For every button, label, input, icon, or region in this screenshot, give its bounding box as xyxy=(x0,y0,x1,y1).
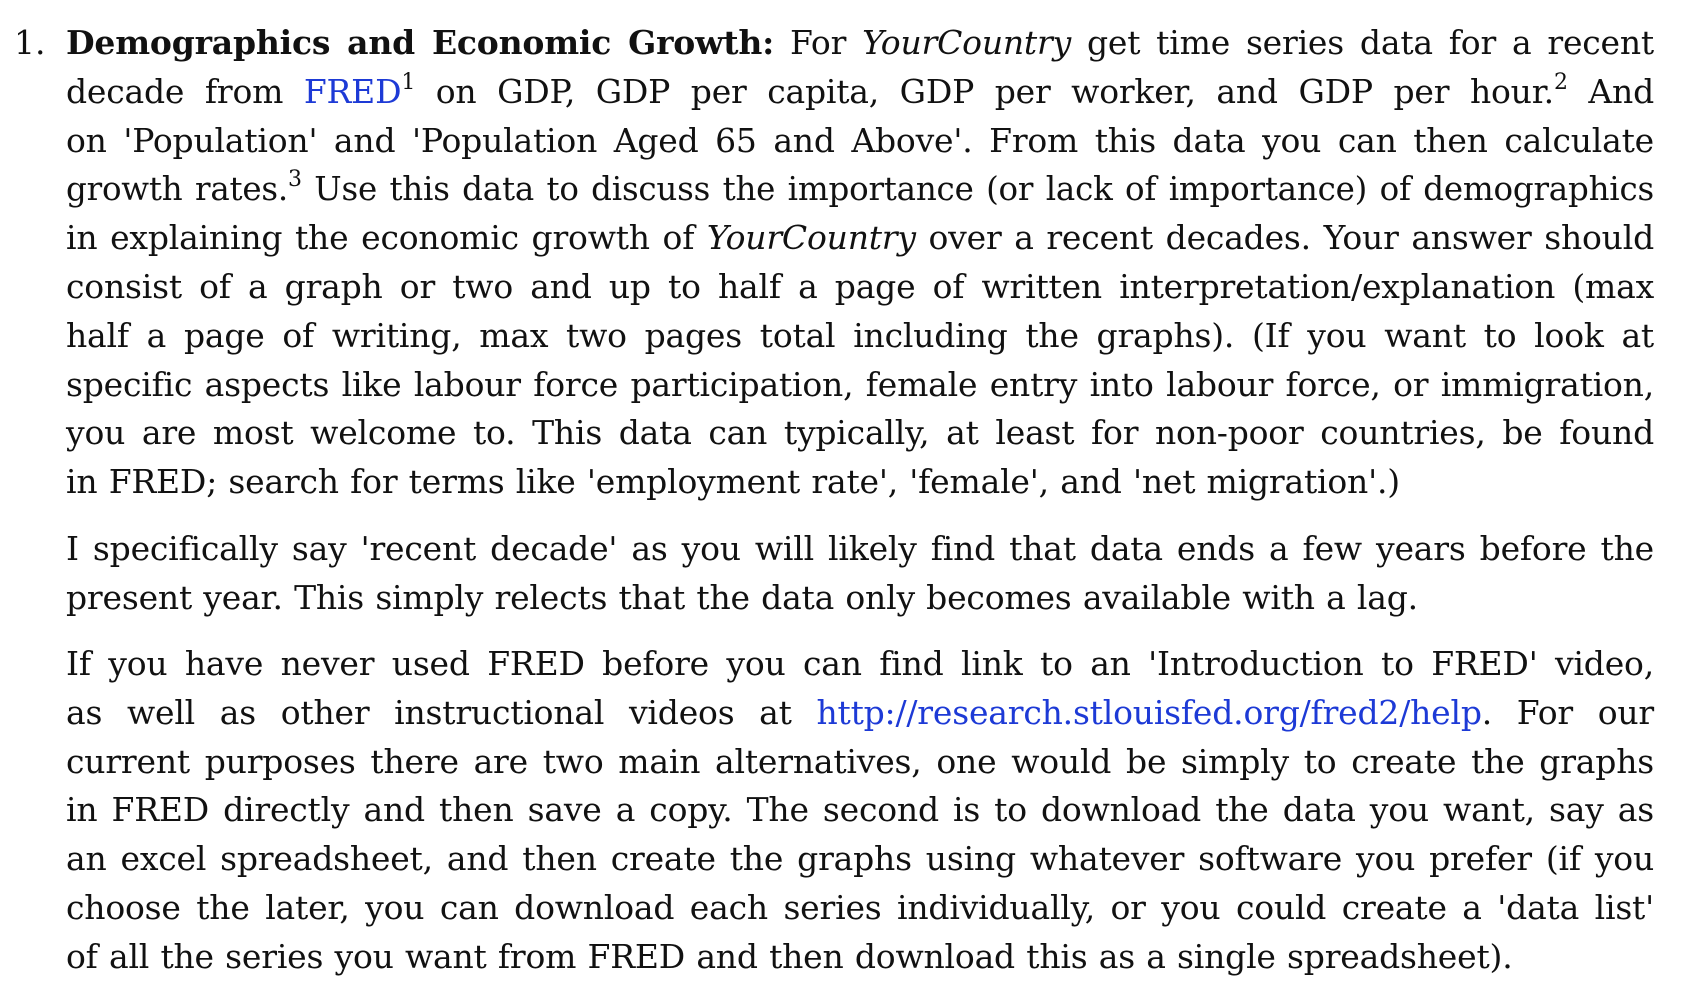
item-number: 1. xyxy=(14,23,46,62)
text-line: as well as other instructional videos at http://research.stlouisfed.org/fred2/help. For our xyxy=(66,692,1654,732)
text-line: on 'Population' and 'Population Aged 65 and Above'. From this data you can then calculate xyxy=(66,120,1654,160)
text-line: consist of a graph or two and up to half a page of written interpretation/explanation (max xyxy=(66,266,1654,306)
fred-help-link[interactable]: http://research.stlouisfed.org/fred2/help xyxy=(816,692,1482,732)
paragraph-fred-instructions xyxy=(66,640,1654,982)
text-line: half a page of writing, max two pages total including the graphs). (If you want to look at xyxy=(66,315,1654,355)
footnote-marker[interactable]: 1 xyxy=(401,69,416,95)
text-line: of all the series you want from FRED and then download this as a single spreadsheet). xyxy=(66,936,1513,976)
text-line: you are most welcome to. This data can typically, at least for non-poor countries, be found xyxy=(66,413,1654,453)
footnote-marker[interactable]: 2 xyxy=(1553,69,1568,95)
text-line: in FRED; search for terms like 'employment rate', 'female', and 'net migration'.) xyxy=(66,462,1400,502)
footnote-marker[interactable]: 3 xyxy=(288,167,302,193)
country-placeholder: YourCountry xyxy=(706,218,916,258)
text-line: in FRED directly and then save a copy. The second is to download the data you want, say as xyxy=(66,790,1654,830)
text-line: choose the later, you can download each series individually, or you could create a 'data list' xyxy=(66,887,1654,927)
paragraph-recent-decade xyxy=(66,525,1654,623)
text-line: decade from FRED$^1$ on GDP, GDP per capita, GDP per worker, and GDP per hour.$^2$ And xyxy=(66,69,1655,111)
text-line: Demographics and Economic Growth: For YourCountry get time series data for a recent xyxy=(66,23,1654,62)
country-placeholder: YourCountry xyxy=(862,23,1072,62)
item-heading: Demographics and Economic Growth: xyxy=(66,23,775,62)
text-line: current purposes there are two main alternatives, one would be simply to create the graphs xyxy=(66,741,1654,781)
paragraph-assignment xyxy=(66,19,1654,507)
text-line: growth rates.$^3$ Use this data to discuss the importance (or lack of importance) of demographics xyxy=(66,167,1654,209)
text-line: If you have never used FRED before you can find link to an 'Introduction to FRED' video, xyxy=(66,644,1654,683)
text-line: in explaining the economic growth of YourCountry over a recent decades. Your answer should xyxy=(66,218,1655,258)
fred-link[interactable]: FRED xyxy=(303,71,402,111)
text-line: present year. This simply relects that the data only becomes available with a lag. xyxy=(66,577,1418,617)
text-line: I specifically say 'recent decade' as you will likely find that data ends a few years before the xyxy=(66,529,1654,568)
text-line: an excel spreadsheet, and then create the graphs using whatever software you prefer (if you xyxy=(66,839,1654,879)
text-line: specific aspects like labour force participation, female entry into labour force, or immigration, xyxy=(66,364,1654,404)
